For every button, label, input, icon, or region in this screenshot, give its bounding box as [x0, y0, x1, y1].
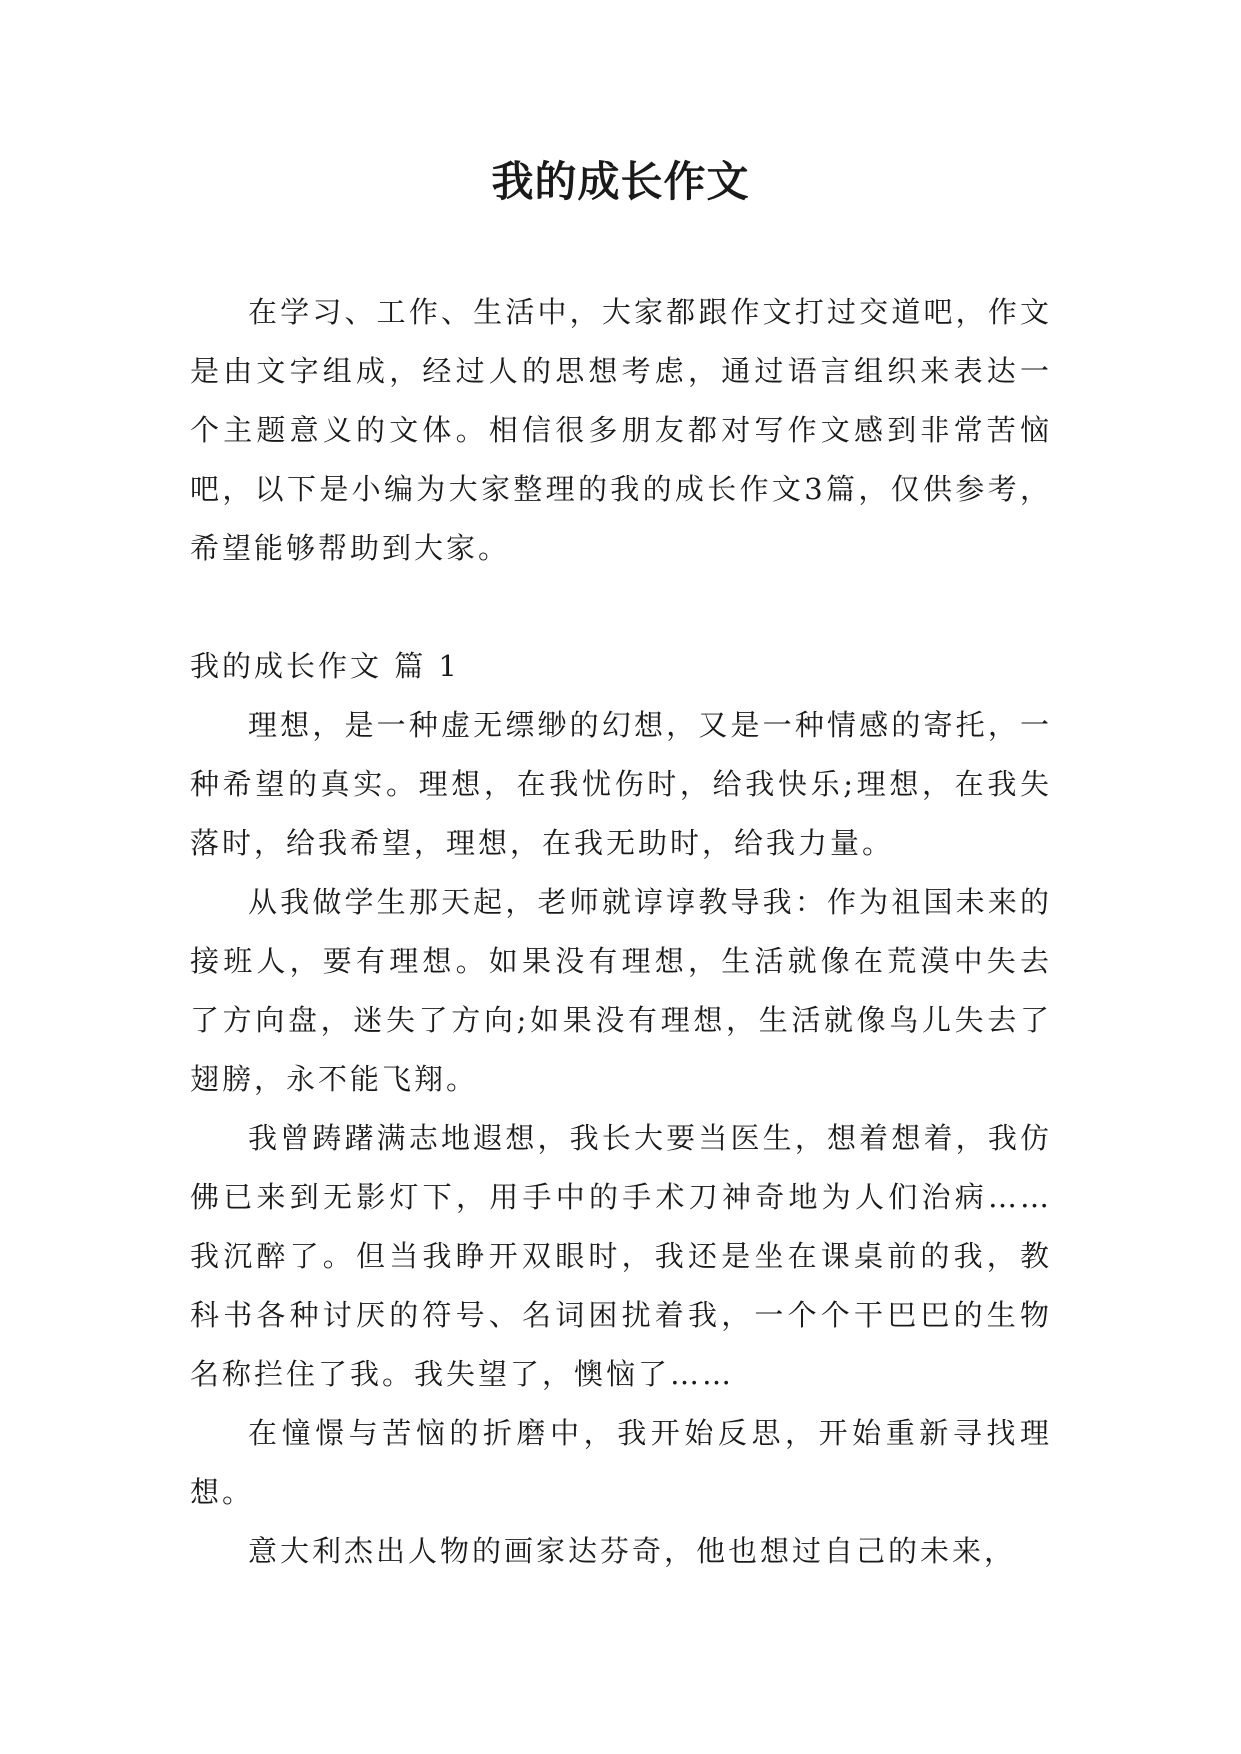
- section-spacer: [190, 578, 1052, 637]
- body-paragraph: 在憧憬与苦恼的折磨中，我开始反思，开始重新寻找理想。: [190, 1416, 1052, 1509]
- section-heading: 我的成长作文 篇 1: [190, 649, 460, 683]
- body-paragraph: 我曾踌躇满志地遐想，我长大要当医生，想着想着，我仿佛已来到无影灯下，用手中的手术刀神奇地为人们治病……我沉醉了。但当我睁开双眼时，我还是坐在课桌前的我，教科书各种讨厌的符号、名词困扰着我，一个个干巴巴的生物名称拦住了我。我失望了，懊恼了……: [190, 1121, 1052, 1391]
- document-title: 我的成长作文: [491, 157, 750, 206]
- intro-paragraph: 在学习、工作、生活中，大家都跟作文打过交道吧，作文是由文字组成，经过人的思想考虑，通过语言组织来表达一个主题意义的文体。相信很多朋友都对写作文感到非常苦恼吧，以下是小编为大家整理的我的成长作文3篇，仅供参考，希望能够帮助到大家。: [190, 295, 1052, 565]
- body-paragraph: 意大利杰出人物的画家达芬奇，他也想过自己的未来，: [248, 1534, 1017, 1568]
- body-paragraph: 从我做学生那天起，老师就谆谆教导我：作为祖国未来的接班人，要有理想。如果没有理想，生活就像在荒漠中失去了方向盘，迷失了方向;如果没有理想，生活就像鸟儿失去了翅膀，永不能飞翔。: [190, 885, 1052, 1096]
- body-paragraph: 理想，是一种虚无缥缈的幻想，又是一种情感的寄托，一种希望的真实。理想，在我忧伤时，给我快乐;理想，在我失落时，给我希望，理想，在我无助时，给我力量。: [190, 708, 1052, 860]
- document-body: [190, 283, 1052, 1581]
